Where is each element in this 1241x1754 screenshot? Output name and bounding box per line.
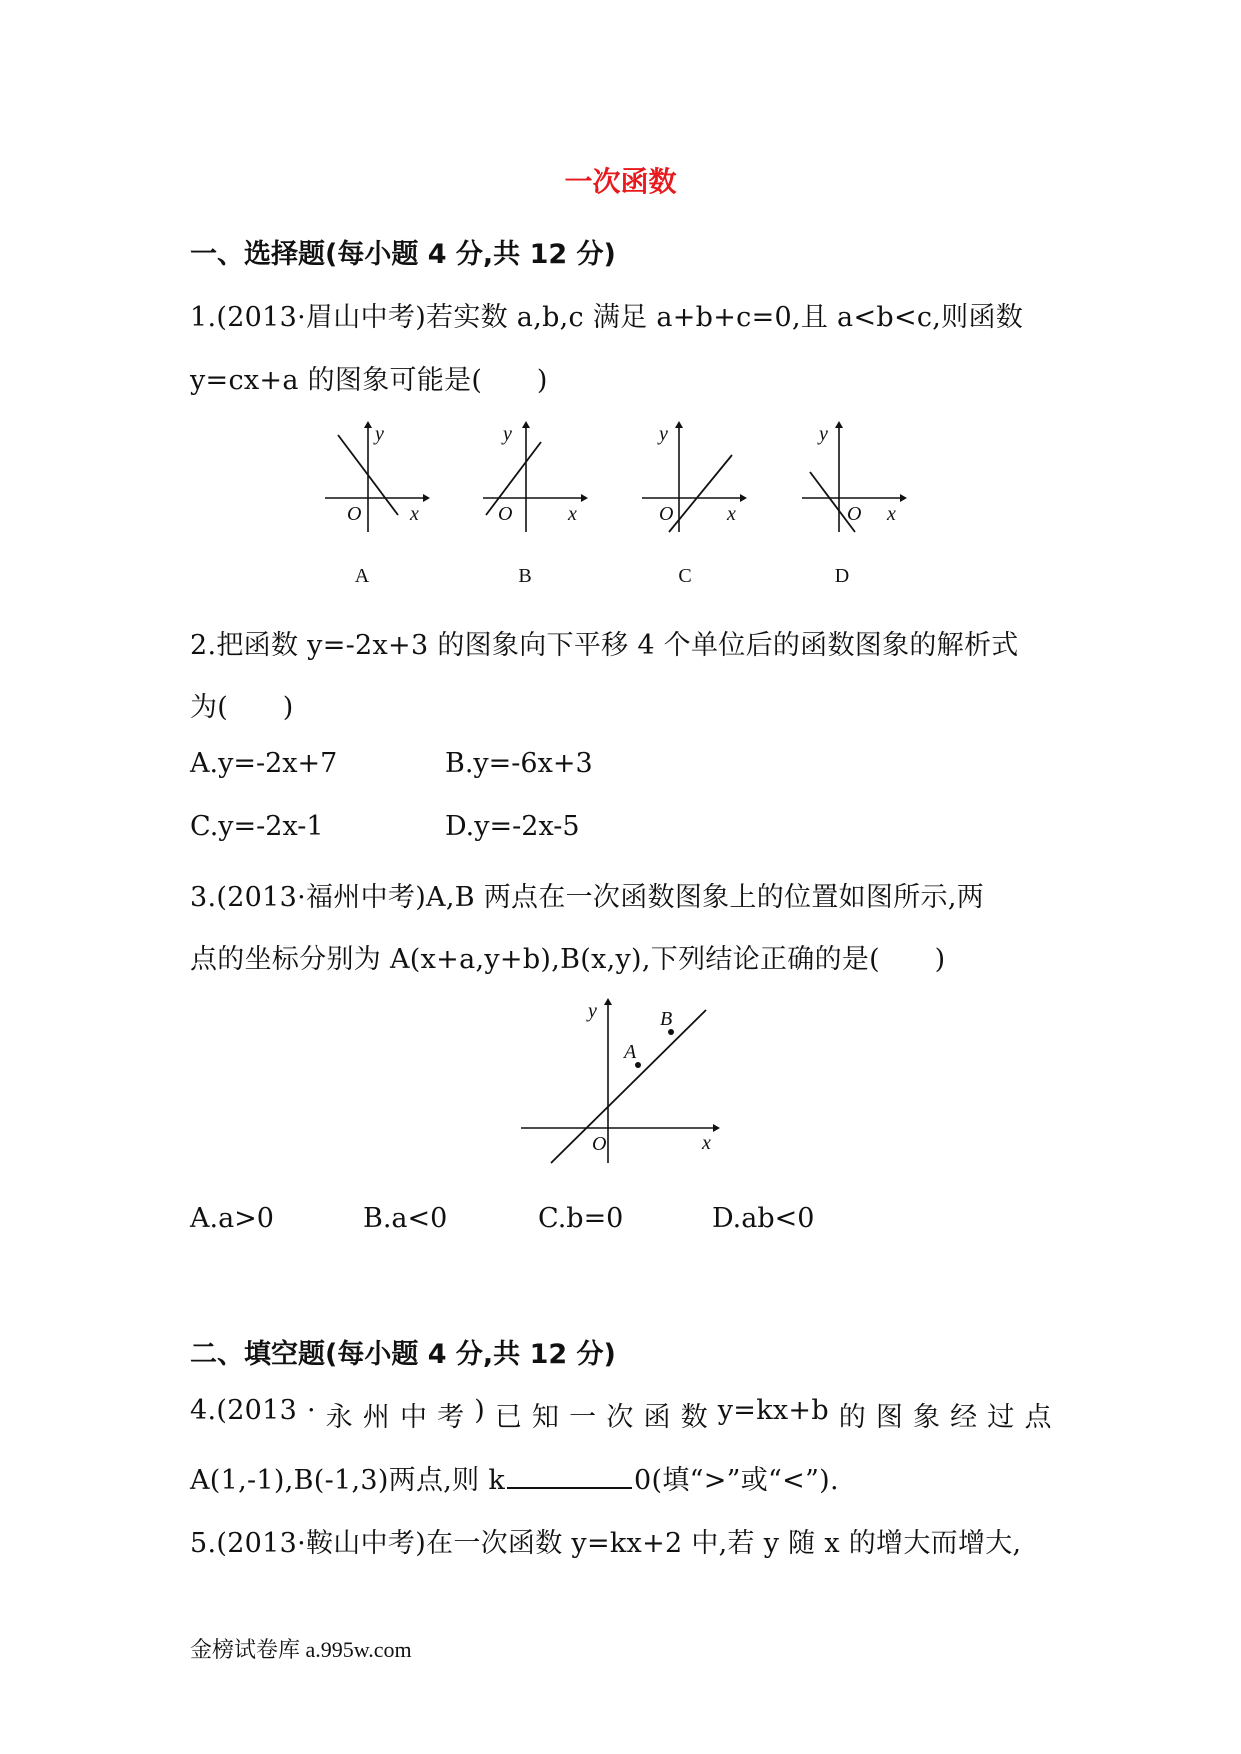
- q1-graph-d-caption: D: [834, 565, 850, 587]
- q1-graph-a-origin-label: O: [347, 503, 362, 525]
- q1-graph-b: [478, 420, 588, 535]
- q2-option-b: B.y=-6x+3: [445, 748, 593, 779]
- q3-option-a: A.a>0: [190, 1203, 274, 1234]
- q1-text-line1: 1.(2013·眉山中考)若实数 a,b,c 满足 a+b+c=0,且 a<b<c,则函数: [190, 302, 1024, 333]
- q4-token: 州: [362, 1402, 391, 1433]
- q2-option-a: A.y=-2x+7: [190, 748, 338, 779]
- q3-text-line2: 点的坐标分别为 A(x+a,y+b),B(x,y),下列结论正确的是( ): [190, 944, 946, 975]
- q1-graph-b-x-label: x: [568, 503, 577, 525]
- q3-graph-origin-label: O: [592, 1133, 607, 1155]
- q4-token: 永: [325, 1402, 353, 1433]
- q3-option-b: B.a<0: [363, 1203, 448, 1234]
- q4-token: 已: [494, 1402, 523, 1433]
- q4-token: 一: [569, 1402, 597, 1433]
- q1-graph-b-origin-label: O: [498, 503, 513, 525]
- q4-token: 知: [532, 1402, 560, 1433]
- section-heading-choice: 一、选择题(每小题 4 分,共 12 分): [190, 239, 616, 270]
- q1-graph-c-origin-label: O: [659, 503, 674, 525]
- q3-graph-point-b-label: B: [660, 1008, 673, 1030]
- q1-graph-d-y-label: y: [819, 423, 828, 445]
- footer-source: 金榜试卷库 a.995w.com: [190, 1637, 412, 1662]
- q2-text-line1: 2.把函数 y=-2x+3 的图象向下平移 4 个单位后的函数图象的解析式: [190, 630, 1019, 661]
- q1-text-line2: y=cx+a 的图象可能是( ): [190, 365, 548, 396]
- q4-token: 数: [680, 1402, 708, 1433]
- q1-graph-c: [637, 420, 747, 535]
- q1-graph-a-x-label: x: [410, 503, 419, 525]
- q4-token: 4.(2013: [190, 1395, 298, 1426]
- q1-graph-a-caption: A: [354, 565, 370, 587]
- q2-option-d: D.y=-2x-5: [445, 811, 580, 842]
- q1-graph-c-caption: C: [678, 565, 692, 587]
- q5-text-line1: 5.(2013·鞍山中考)在一次函数 y=kx+2 中,若 y 随 x 的增大而增大,: [190, 1528, 1022, 1559]
- q2-text-line2: 为( ): [190, 692, 294, 723]
- q4-line2-after: 0(填“>”或“<”).: [634, 1465, 839, 1496]
- q1-graph-c-y-label: y: [659, 423, 668, 445]
- q4-token: 经: [950, 1402, 978, 1433]
- q1-graph-a: [320, 420, 430, 535]
- section-heading-fill: 二、填空题(每小题 4 分,共 12 分): [190, 1339, 616, 1370]
- q3-option-d: D.ab<0: [712, 1203, 815, 1234]
- q4-token: y=kx+b: [717, 1395, 829, 1426]
- q4-answer-blank[interactable]: [507, 1465, 632, 1489]
- q4-token: 中: [399, 1402, 428, 1433]
- q1-graph-d-origin-label: O: [847, 503, 862, 525]
- q4-token: 考: [437, 1402, 465, 1433]
- q4-token: 次: [606, 1402, 634, 1433]
- q4-token: ·: [306, 1395, 316, 1426]
- q4-token: 函: [643, 1402, 671, 1433]
- q1-graph-c-x-label: x: [727, 503, 736, 525]
- q1-graph-d-x-label: x: [887, 503, 896, 525]
- q1-graph-b-caption: B: [518, 565, 532, 587]
- q4-token: 的: [838, 1402, 867, 1433]
- q3-graph-point-a-label: A: [624, 1041, 637, 1063]
- q4-text-line1: [190, 1395, 1052, 1434]
- q3-graph-x-label: x: [702, 1132, 711, 1154]
- q4-token: ): [474, 1395, 486, 1426]
- q4-token: 象: [913, 1402, 941, 1433]
- q1-graph-d: [797, 420, 907, 535]
- q4-token: 点: [1024, 1402, 1052, 1433]
- q1-graph-a-y-label: y: [375, 423, 384, 445]
- q1-graph-b-y-label: y: [503, 423, 512, 445]
- q3-graph: [518, 995, 723, 1165]
- q4-token: 图: [875, 1402, 904, 1433]
- q4-text-line2: [190, 1458, 839, 1497]
- q4-line2-before: A(1,-1),B(-1,3)两点,则 k: [190, 1465, 506, 1496]
- q2-option-c: C.y=-2x-1: [190, 811, 324, 842]
- q3-option-c: C.b=0: [538, 1203, 624, 1234]
- q3-graph-y-label: y: [588, 1000, 597, 1022]
- page-title: 一次函数: [564, 165, 677, 198]
- q4-token: 过: [987, 1402, 1015, 1433]
- q3-text-line1: 3.(2013·福州中考)A,B 两点在一次函数图象上的位置如图所示,两: [190, 882, 985, 913]
